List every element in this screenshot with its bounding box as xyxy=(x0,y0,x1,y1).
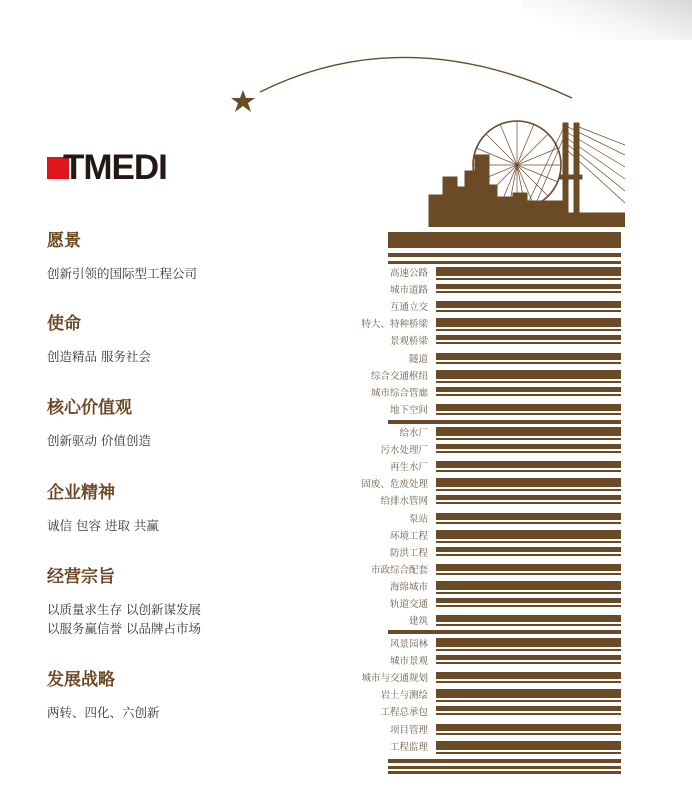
barcode-bar xyxy=(436,706,621,711)
service-label: 污水处理厂 xyxy=(380,445,428,457)
barcode-bar xyxy=(436,564,621,571)
section-mission xyxy=(47,313,151,366)
barcode-bar xyxy=(436,342,621,344)
barcode-bar xyxy=(436,278,621,280)
service-label: 市政综合配套 xyxy=(370,564,428,576)
service-label: 特大、特种桥梁 xyxy=(361,319,428,331)
service-label: 景观桥梁 xyxy=(389,336,428,348)
logo-text: TMEDI xyxy=(63,148,167,187)
service-label: 城市景观 xyxy=(389,656,428,668)
service-label: 给排水管网 xyxy=(380,496,428,508)
service-barcode xyxy=(361,232,621,774)
barcode-bar xyxy=(436,370,621,379)
barcode-bar xyxy=(436,478,621,487)
barcode-bar xyxy=(436,470,621,472)
section-title: 核心价值观 xyxy=(47,398,132,418)
barcode-bar xyxy=(436,624,621,626)
barcode-bar xyxy=(436,438,621,440)
section-text: 诚信 包容 进取 共赢 xyxy=(47,518,159,533)
barcode-bar xyxy=(436,444,621,449)
barcode-bar xyxy=(436,404,621,411)
barcode-bar xyxy=(436,284,621,289)
section-text: 创造精品 服务社会 xyxy=(47,349,151,364)
barcode-bar xyxy=(388,253,621,257)
barcode-bar xyxy=(436,413,621,415)
barcode-bar xyxy=(388,766,621,769)
barcode-bar xyxy=(436,681,621,683)
section-strategy xyxy=(47,669,160,722)
barcode-bar xyxy=(436,291,621,293)
section-title: 愿景 xyxy=(47,231,81,251)
barcode-bar xyxy=(436,451,621,453)
section-text: 创新驱动 价值创造 xyxy=(47,433,151,448)
section-text: 以质量求生存 以创新谋发展 xyxy=(47,602,201,617)
section-vision xyxy=(47,230,197,283)
section-title: 经营宗旨 xyxy=(47,567,115,587)
city-skyline-illustration xyxy=(425,115,625,227)
service-label: 城市综合管廊 xyxy=(370,387,428,399)
barcode-bar xyxy=(388,232,621,248)
service-label: 项目管理 xyxy=(389,724,428,736)
barcode-bar xyxy=(436,615,621,622)
section-text: 两转、四化、六创新 xyxy=(47,705,160,720)
star-icon xyxy=(231,90,255,112)
barcode-bar xyxy=(436,672,621,679)
service-label: 再生水厂 xyxy=(389,462,428,474)
star-arc-decoration xyxy=(225,40,585,120)
section-spirit xyxy=(47,482,159,535)
service-label: 固废、危废处理 xyxy=(361,479,428,491)
service-label: 风景园林 xyxy=(389,639,428,650)
service-label: 互通立交 xyxy=(389,302,428,314)
service-label: 防洪工程 xyxy=(389,547,428,559)
barcode-bar xyxy=(436,700,621,702)
barcode-bar xyxy=(436,381,621,383)
barcode-bar xyxy=(436,598,621,603)
barcode-bar xyxy=(436,605,621,607)
service-label: 轨道交通 xyxy=(389,599,428,610)
service-label: 隧道 xyxy=(408,353,428,365)
corner-texture xyxy=(522,0,692,40)
section-text: 创新引领的国际型工程公司 xyxy=(47,266,198,281)
service-label: 给水厂 xyxy=(399,428,428,439)
barcode-bar xyxy=(436,427,621,436)
barcode-bar xyxy=(436,554,621,556)
barcode-bar xyxy=(436,547,621,552)
service-label: 海绵城市 xyxy=(389,581,428,593)
barcode-bar xyxy=(388,420,621,424)
barcode-bar xyxy=(436,362,621,364)
barcode-bar xyxy=(436,662,621,664)
barcode-bar xyxy=(436,649,621,651)
barcode-bar xyxy=(436,513,621,520)
service-label: 工程监理 xyxy=(389,741,428,753)
barcode-bar xyxy=(436,310,621,312)
barcode-bar xyxy=(436,394,621,396)
barcode-bar xyxy=(436,495,621,500)
barcode-bar xyxy=(436,335,621,340)
barcode-bar xyxy=(388,630,621,634)
service-label: 城市道路 xyxy=(389,285,428,297)
barcode-bar xyxy=(436,522,621,524)
barcode-bar xyxy=(436,752,621,754)
barcode-bar xyxy=(436,530,621,539)
service-label: 岩土与测绘 xyxy=(380,690,428,702)
service-label: 环境工程 xyxy=(389,530,428,542)
service-label: 城市与交通规划 xyxy=(361,673,428,685)
barcode-bar xyxy=(436,592,621,594)
barcode-bar xyxy=(436,489,621,491)
service-label: 建筑 xyxy=(408,616,428,628)
section-text: 以服务赢信誉 以品牌占市场 xyxy=(47,621,201,636)
barcode-bar xyxy=(436,638,621,647)
section-title: 发展战略 xyxy=(47,670,115,690)
barcode-bar xyxy=(436,329,621,331)
barcode-bar xyxy=(388,261,621,264)
service-label: 综合交通枢纽 xyxy=(370,370,428,382)
barcode-bar xyxy=(436,724,621,731)
service-label: 高速公路 xyxy=(389,268,428,279)
barcode-bar xyxy=(436,733,621,735)
service-label: 泵站 xyxy=(408,513,428,525)
barcode-bar xyxy=(436,461,621,468)
section-core-values xyxy=(47,397,151,450)
service-label: 地下空间 xyxy=(389,404,428,416)
barcode-bar xyxy=(436,713,621,715)
service-label: 工程总承包 xyxy=(380,707,428,719)
barcode-bar xyxy=(436,301,621,308)
section-business-purpose xyxy=(47,566,201,638)
section-title: 企业精神 xyxy=(47,483,115,503)
barcode-bar xyxy=(388,771,621,774)
barcode-bar xyxy=(436,318,621,327)
barcode-bar xyxy=(436,387,621,392)
barcode-bar xyxy=(436,581,621,590)
section-title: 使命 xyxy=(47,314,81,334)
barcode-bar xyxy=(436,741,621,750)
barcode-bar xyxy=(436,689,621,698)
barcode-bar xyxy=(436,353,621,360)
barcode-bar xyxy=(436,541,621,543)
barcode-bar xyxy=(436,655,621,660)
barcode-bar xyxy=(436,573,621,575)
barcode-bar xyxy=(436,267,621,276)
barcode-bar xyxy=(388,759,621,763)
barcode-bar xyxy=(436,502,621,504)
